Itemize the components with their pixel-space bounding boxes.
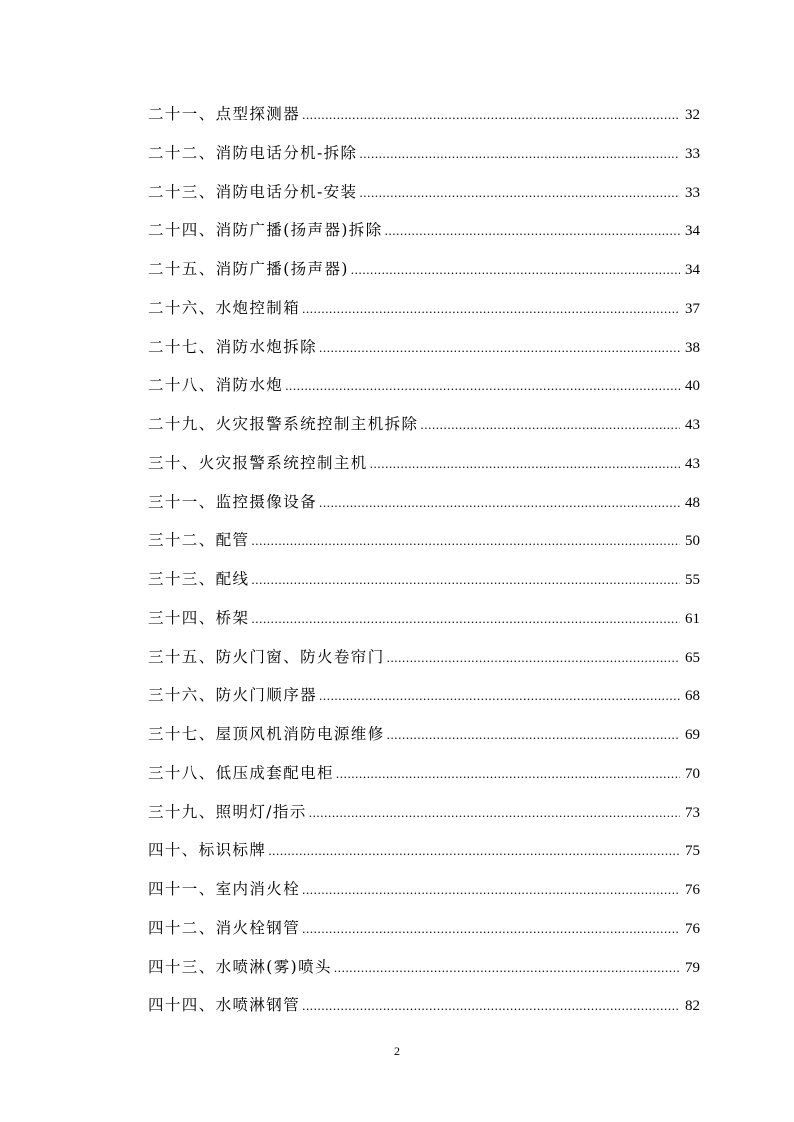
- toc-entry[interactable]: [148, 413, 700, 452]
- toc-entry[interactable]: [148, 684, 700, 723]
- toc-entry-title: 三十二、配管: [148, 531, 250, 550]
- dot-leader: [302, 918, 680, 940]
- toc-entry-page: 43: [685, 417, 700, 433]
- dot-leader: [302, 104, 680, 126]
- dot-leader: [334, 957, 680, 979]
- toc-entry-page: 43: [685, 455, 700, 472]
- toc-entry-page: 33: [685, 145, 700, 162]
- toc-entry[interactable]: [148, 878, 700, 917]
- toc-entry-title: 三十五、防火门窗、防火卷帘门: [148, 647, 385, 666]
- toc-entry-page: 40: [685, 378, 700, 395]
- toc-entry-page: 68: [685, 688, 700, 705]
- dot-leader: [385, 220, 680, 242]
- toc-entry[interactable]: [148, 568, 700, 607]
- toc-entry[interactable]: [148, 607, 700, 646]
- toc-entry[interactable]: [148, 374, 700, 413]
- toc-entry[interactable]: [148, 491, 700, 530]
- dot-leader: [387, 724, 680, 746]
- toc-entry-title: 三十三、配线: [148, 570, 250, 588]
- toc-entry[interactable]: [148, 452, 700, 491]
- toc-entry-title: 三十六、防火门顺序器: [148, 686, 318, 705]
- dot-leader: [336, 763, 680, 785]
- toc-entry-title: 二十五、消防广播(扬声器): [148, 260, 349, 278]
- toc-entry-title: 四十三、水喷淋(雾)喷头: [148, 957, 332, 976]
- toc-entry-title: 三十八、低压成套配电柜: [148, 763, 334, 782]
- dot-leader: [309, 802, 680, 824]
- toc-entry[interactable]: [148, 258, 700, 297]
- toc-entry[interactable]: [148, 956, 700, 995]
- toc-entry[interactable]: [148, 646, 700, 685]
- toc-entry-title: 三十一、监控摄像设备: [148, 492, 318, 511]
- toc-entry-page: 50: [685, 533, 700, 550]
- dot-leader: [319, 492, 680, 514]
- toc-entry-title: 二十一、点型探测器: [148, 105, 301, 123]
- toc-entry-title: 三十九、照明灯/指示: [148, 802, 307, 821]
- toc-entry-title: 二十二、消防电话分机-拆除: [148, 143, 358, 162]
- toc-entry[interactable]: [148, 103, 700, 142]
- dot-leader: [251, 530, 680, 552]
- toc-entry-title: 四十二、消火栓钢管: [148, 918, 301, 937]
- toc-entry-page: 48: [685, 494, 700, 511]
- toc-entry-page: 82: [685, 998, 700, 1015]
- dot-leader: [302, 995, 680, 1017]
- toc-entry-page: 79: [685, 959, 700, 976]
- dot-leader: [319, 337, 680, 359]
- dot-leader: [268, 840, 680, 862]
- toc-entry-page: 69: [685, 727, 700, 743]
- toc-entry-page: 37: [685, 300, 700, 317]
- toc-entry-title: 四十、标识标牌: [148, 841, 267, 860]
- dot-leader: [302, 879, 680, 901]
- toc-entry-title: 二十八、消防水炮: [148, 376, 284, 395]
- toc-entry-page: 61: [685, 610, 700, 627]
- toc-entry[interactable]: [148, 801, 700, 840]
- dot-leader: [302, 298, 680, 320]
- toc-entry[interactable]: [148, 336, 700, 375]
- toc-entry[interactable]: [148, 181, 700, 220]
- toc-entry-page: 73: [685, 804, 700, 821]
- dot-leader: [387, 647, 680, 669]
- toc-entry-page: 33: [685, 184, 700, 201]
- toc-entry[interactable]: [148, 142, 700, 181]
- toc-entry[interactable]: [148, 297, 700, 336]
- toc-entry-page: 55: [685, 572, 700, 588]
- toc-entry-page: 76: [685, 920, 700, 937]
- toc-entry-title: 二十四、消防广播(扬声器)拆除: [148, 221, 383, 240]
- toc-entry-page: 76: [685, 882, 700, 898]
- toc-entry-page: 32: [685, 107, 700, 123]
- toc-entry-page: 34: [685, 262, 700, 278]
- toc-entry[interactable]: [148, 839, 700, 878]
- toc-entry-page: 65: [685, 649, 700, 666]
- toc-entry[interactable]: [148, 994, 700, 1033]
- toc-entry-title: 三十七、屋顶风机消防电源维修: [148, 725, 385, 743]
- toc-entry[interactable]: [148, 762, 700, 801]
- dot-leader: [285, 375, 680, 397]
- toc-entry-title: 二十九、火灾报警系统控制主机拆除: [148, 415, 419, 433]
- dot-leader: [420, 414, 680, 436]
- page-number: 2: [394, 1044, 400, 1058]
- toc-entry[interactable]: [148, 723, 700, 762]
- toc-entry-title: 三十四、桥架: [148, 608, 250, 627]
- toc-entry-title: 三十、火灾报警系统控制主机: [148, 453, 368, 472]
- toc-entry-page: 75: [685, 843, 700, 860]
- toc-entry[interactable]: [148, 219, 700, 258]
- dot-leader: [370, 453, 680, 475]
- toc-entry[interactable]: [148, 529, 700, 568]
- toc-entry-title: 四十四、水喷淋钢管: [148, 996, 301, 1015]
- toc-entry-title: 二十七、消防水炮拆除: [148, 337, 318, 356]
- dot-leader: [359, 182, 680, 204]
- toc-entry-title: 二十三、消防电话分机-安装: [148, 182, 358, 201]
- dot-leader: [359, 143, 680, 165]
- toc-entry-title: 二十六、水炮控制箱: [148, 298, 301, 317]
- table-of-contents: [148, 103, 700, 1033]
- dot-leader: [319, 685, 680, 707]
- dot-leader: [251, 608, 680, 630]
- toc-entry-title: 四十一、室内消火栓: [148, 880, 301, 898]
- toc-entry-page: 70: [685, 765, 700, 782]
- toc-entry-page: 38: [685, 339, 700, 356]
- dot-leader: [351, 259, 680, 281]
- dot-leader: [251, 569, 680, 591]
- toc-entry[interactable]: [148, 917, 700, 956]
- toc-entry-page: 34: [685, 223, 700, 240]
